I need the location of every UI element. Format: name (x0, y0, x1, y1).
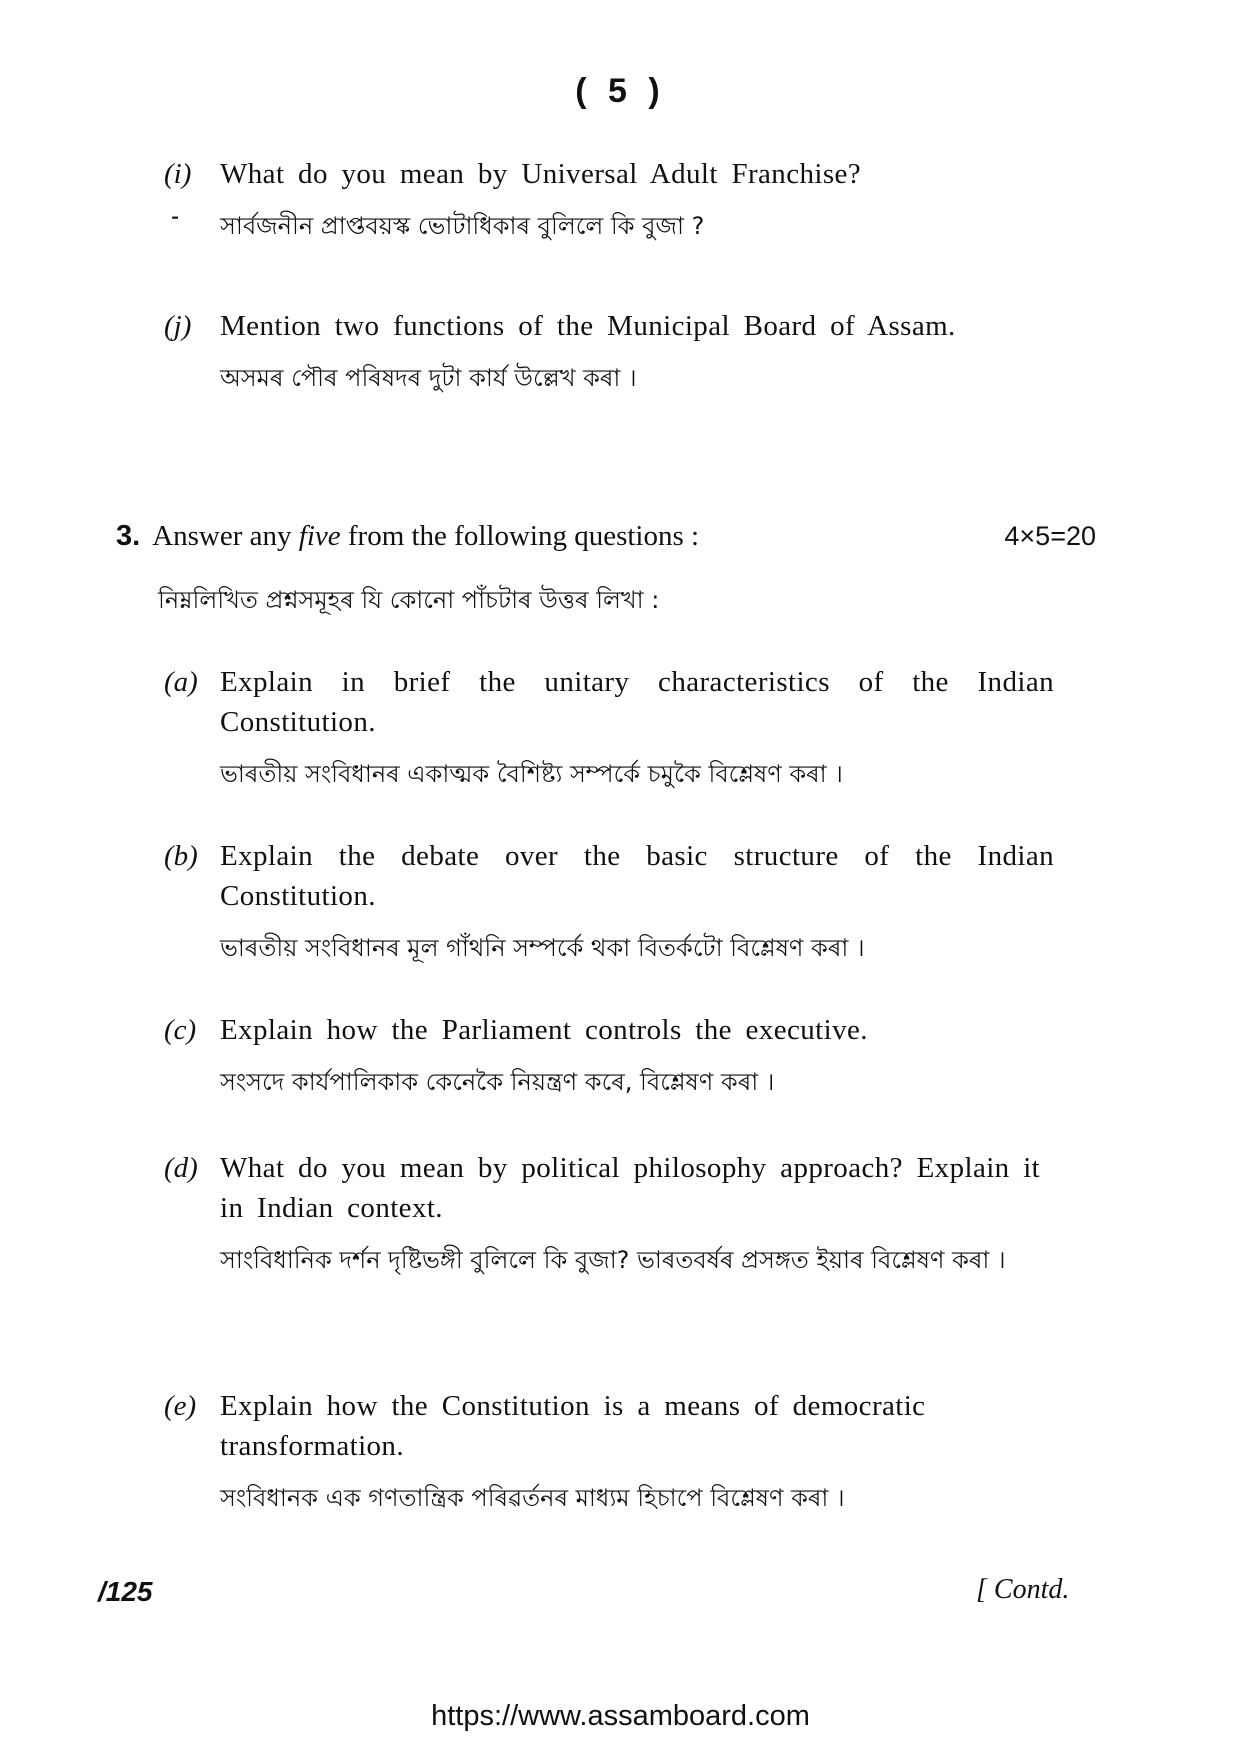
question-english: Mention two functions of the Municipal Board of Assam. (220, 310, 956, 342)
question-i (164, 154, 1054, 246)
question-3-instruction-assamese: নিম্নলিখিত প্ৰশ্নসমূহৰ যি কোনো পাঁচটাৰ উত্তৰ লিখা : (158, 586, 660, 614)
question-english: Explain the debate over the basic structure of the Indian Constitution. (220, 840, 1054, 912)
question-english: Explain how the Parliament controls the executive. (220, 1014, 868, 1046)
question-3d (164, 1148, 1054, 1280)
question-label: (d) (164, 1152, 198, 1184)
question-3a (164, 662, 1054, 794)
instruction-before: Answer any (152, 520, 299, 552)
stray-mark-icon: ⁃ (170, 208, 180, 230)
question-assamese: ভাৰতীয় সংবিধানৰ মূল গাঁথনি সম্পৰ্কে থকা বিতৰ্কটো বিশ্লেষণ কৰা । (220, 934, 865, 962)
question-assamese: সংসদে কাৰ্যপালিকাক কেনেকৈ নিয়ন্ত্ৰণ কৰে, বিশ্লেষণ কৰা । (220, 1068, 775, 1096)
question-label: (b) (164, 840, 198, 872)
paper-code: /125 (98, 1576, 153, 1607)
question-english: Explain in brief the unitary characteristics of the Indian Constitution. (220, 666, 1054, 738)
question-label: (c) (164, 1014, 197, 1046)
question-assamese: ভাৰতীয় সংবিধানৰ একাত্মক বৈশিষ্ট্য সম্পৰ্কে চমুকৈ বিশ্লেষণ কৰা । (220, 760, 843, 788)
question-label: (i) (164, 158, 192, 190)
question-j (164, 306, 1054, 398)
question-english: What do you mean by Universal Adult Franchise? (220, 158, 862, 190)
source-url[interactable]: https://www.assamboard.com (431, 1700, 810, 1732)
instruction-emphasis: five (298, 520, 341, 552)
question-3e (164, 1386, 1054, 1518)
question-english: What do you mean by political philosophy approach? Explain it in Indian context. (220, 1152, 1041, 1224)
question-label: (e) (164, 1390, 197, 1422)
question-assamese: সংবিধানক এক গণতান্ত্ৰিক পৰিৱৰ্তনৰ মাধ্যম হিচাপে বিশ্লেষণ কৰা । (220, 1484, 845, 1512)
question-3c (164, 1010, 1054, 1102)
question-label: (j) (164, 310, 192, 342)
question-3b (164, 836, 1054, 968)
marks-allocation: 4×5=20 (1004, 521, 1096, 551)
question-assamese: সাংবিধানিক দৰ্শন দৃষ্টিভঙ্গী বুলিলে কি বুজা? ভাৰতবৰ্ষৰ প্ৰসঙ্গত ইয়াৰ বিশ্লেষণ কৰা । (220, 1246, 1006, 1274)
question-number: 3. (116, 520, 141, 552)
question-assamese: অসমৰ পৌৰ পৰিষদৰ দুটা কাৰ্য উল্লেখ কৰা । (220, 364, 637, 392)
question-english: Explain how the Constitution is a means of democratic transformation. (220, 1390, 926, 1462)
instruction-after: from the following questions : (340, 520, 700, 552)
question-assamese: সাৰ্বজনীন প্ৰাপ্তবয়স্ক ভোটাধিকাৰ বুলিলে কি বুজা ? (220, 212, 705, 240)
continued-marker: [ Contd. (976, 1574, 1070, 1605)
question-label: (a) (164, 666, 198, 698)
question-3-heading (116, 516, 1096, 556)
page-number: ( 5 ) (575, 72, 666, 110)
